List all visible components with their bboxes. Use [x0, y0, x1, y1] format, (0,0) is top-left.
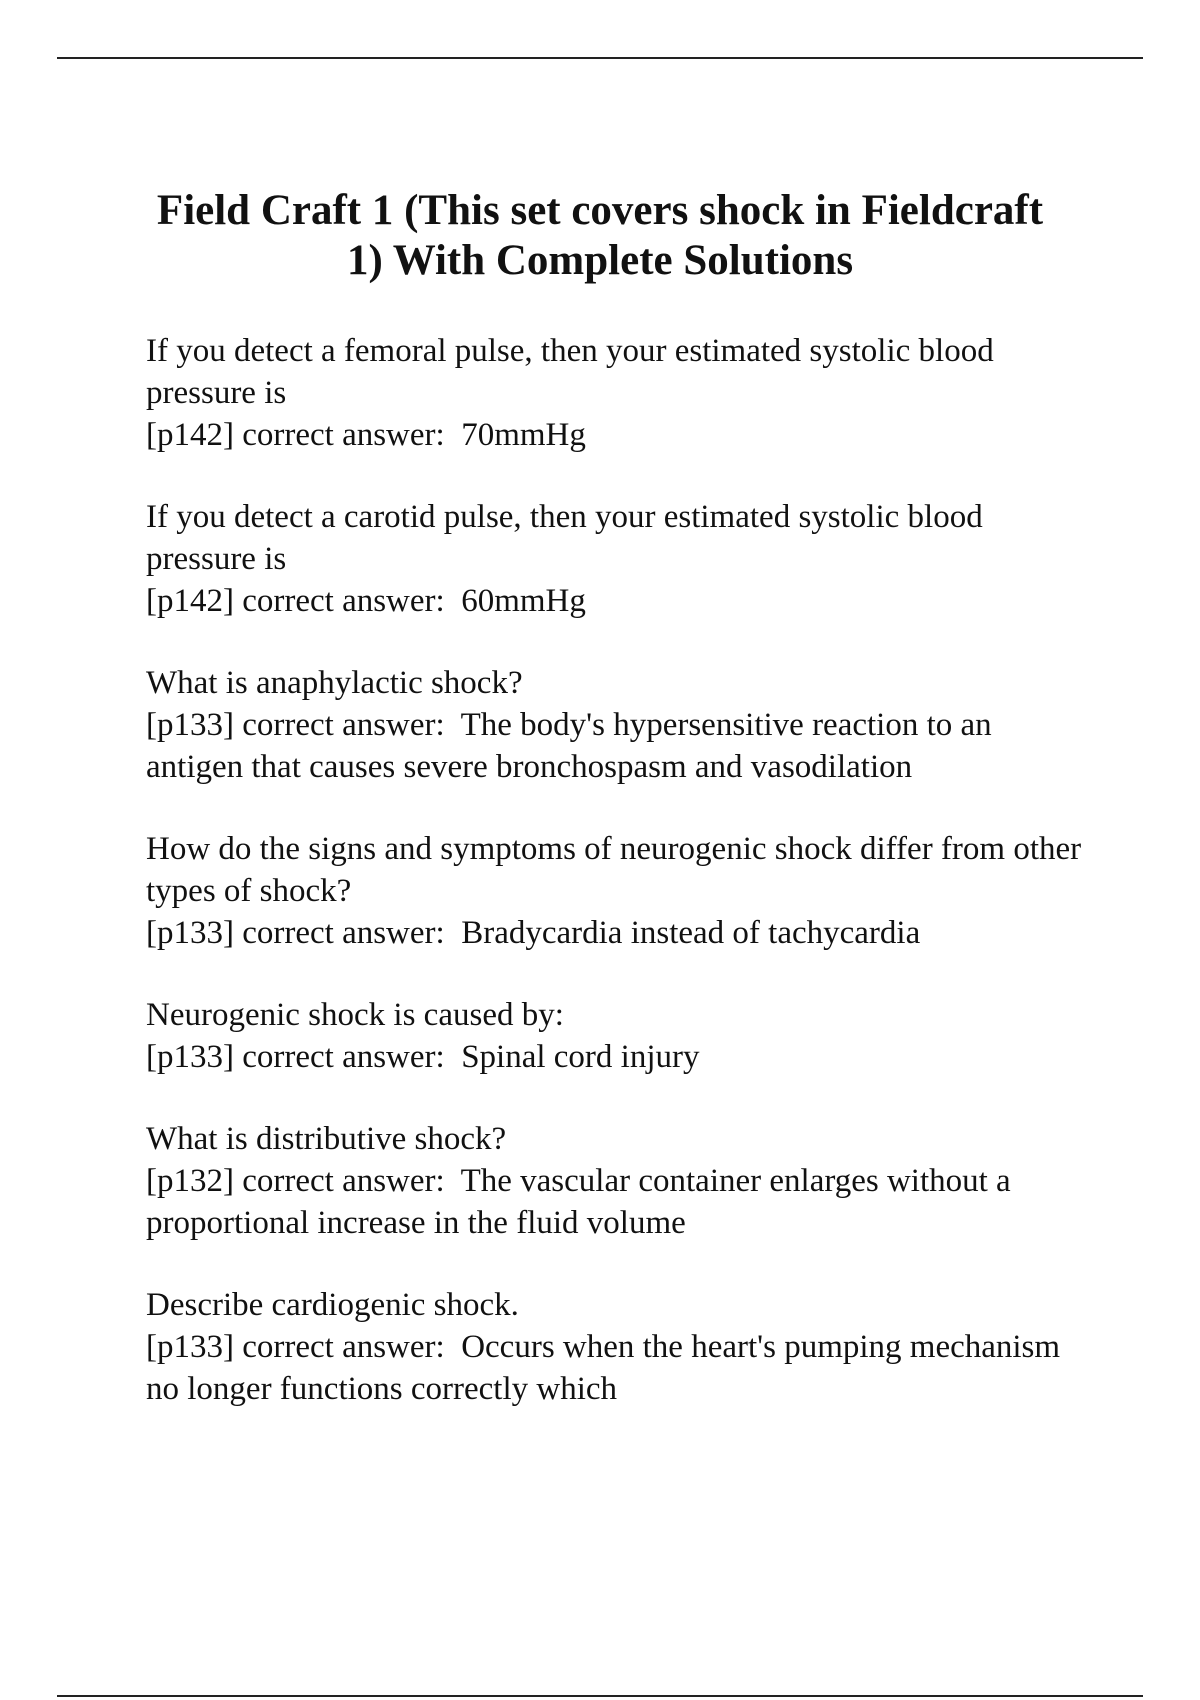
top-divider — [57, 57, 1143, 59]
answer-line — [146, 580, 1096, 622]
page-reference: [p133] — [146, 707, 234, 743]
question-text: Describe cardiogenic shock. — [146, 1287, 519, 1323]
answer-label: correct answer: — [242, 915, 445, 951]
answer-line — [146, 912, 1096, 954]
answer-text: The vascular container enlarges without a proportional increase in the fluid volume — [146, 1163, 1019, 1241]
answer-text: Occurs when the heart's pumping mechanism no longer functions correctly which — [146, 1329, 1069, 1407]
document-title: Field Craft 1 (This set covers shock in Fieldcraft 1) With Complete Solutions — [156, 187, 1044, 284]
answer-line — [146, 1326, 1096, 1410]
answer-label: correct answer: — [242, 1329, 445, 1365]
answer-text: 70mmHg — [461, 417, 586, 453]
question-text: How do the signs and symptoms of neurogenic shock differ from other types of shock? — [146, 831, 1082, 909]
page-reference: [p133] — [146, 1329, 234, 1365]
answer-label: correct answer: — [242, 417, 445, 453]
qa-item — [146, 662, 1096, 788]
question-text: What is distributive shock? — [146, 1121, 507, 1157]
qa-item — [146, 330, 1096, 456]
answer-label: correct answer: — [242, 1039, 445, 1075]
qa-list — [146, 330, 1096, 1450]
qa-item — [146, 496, 1096, 622]
page-reference: [p133] — [146, 915, 234, 951]
answer-text: 60mmHg — [461, 583, 586, 619]
answer-line — [146, 704, 1096, 788]
qa-item — [146, 828, 1096, 954]
answer-line — [146, 1160, 1096, 1244]
question-text: If you detect a femoral pulse, then your estimated systolic blood pressure is — [146, 333, 994, 411]
answer-label: correct answer: — [242, 707, 445, 743]
answer-text: Spinal cord injury — [461, 1039, 700, 1075]
page-reference: [p142] — [146, 417, 234, 453]
bottom-divider — [57, 1695, 1143, 1697]
answer-label: correct answer: — [242, 1163, 445, 1199]
qa-item — [146, 994, 1096, 1078]
answer-label: correct answer: — [242, 583, 445, 619]
answer-text: The body's hypersensitive reaction to an antigen that causes severe bronchospasm and vasodilation — [146, 707, 1000, 785]
page-reference: [p132] — [146, 1163, 234, 1199]
page-reference: [p133] — [146, 1039, 234, 1075]
question-text: If you detect a carotid pulse, then your estimated systolic blood pressure is — [146, 499, 983, 577]
qa-item — [146, 1118, 1096, 1244]
question-text: Neurogenic shock is caused by: — [146, 997, 564, 1033]
answer-line — [146, 1036, 1096, 1078]
answer-text: Bradycardia instead of tachycardia — [461, 915, 921, 951]
qa-item — [146, 1284, 1096, 1410]
question-text: What is anaphylactic shock? — [146, 665, 523, 701]
answer-line — [146, 414, 1096, 456]
page-reference: [p142] — [146, 583, 234, 619]
